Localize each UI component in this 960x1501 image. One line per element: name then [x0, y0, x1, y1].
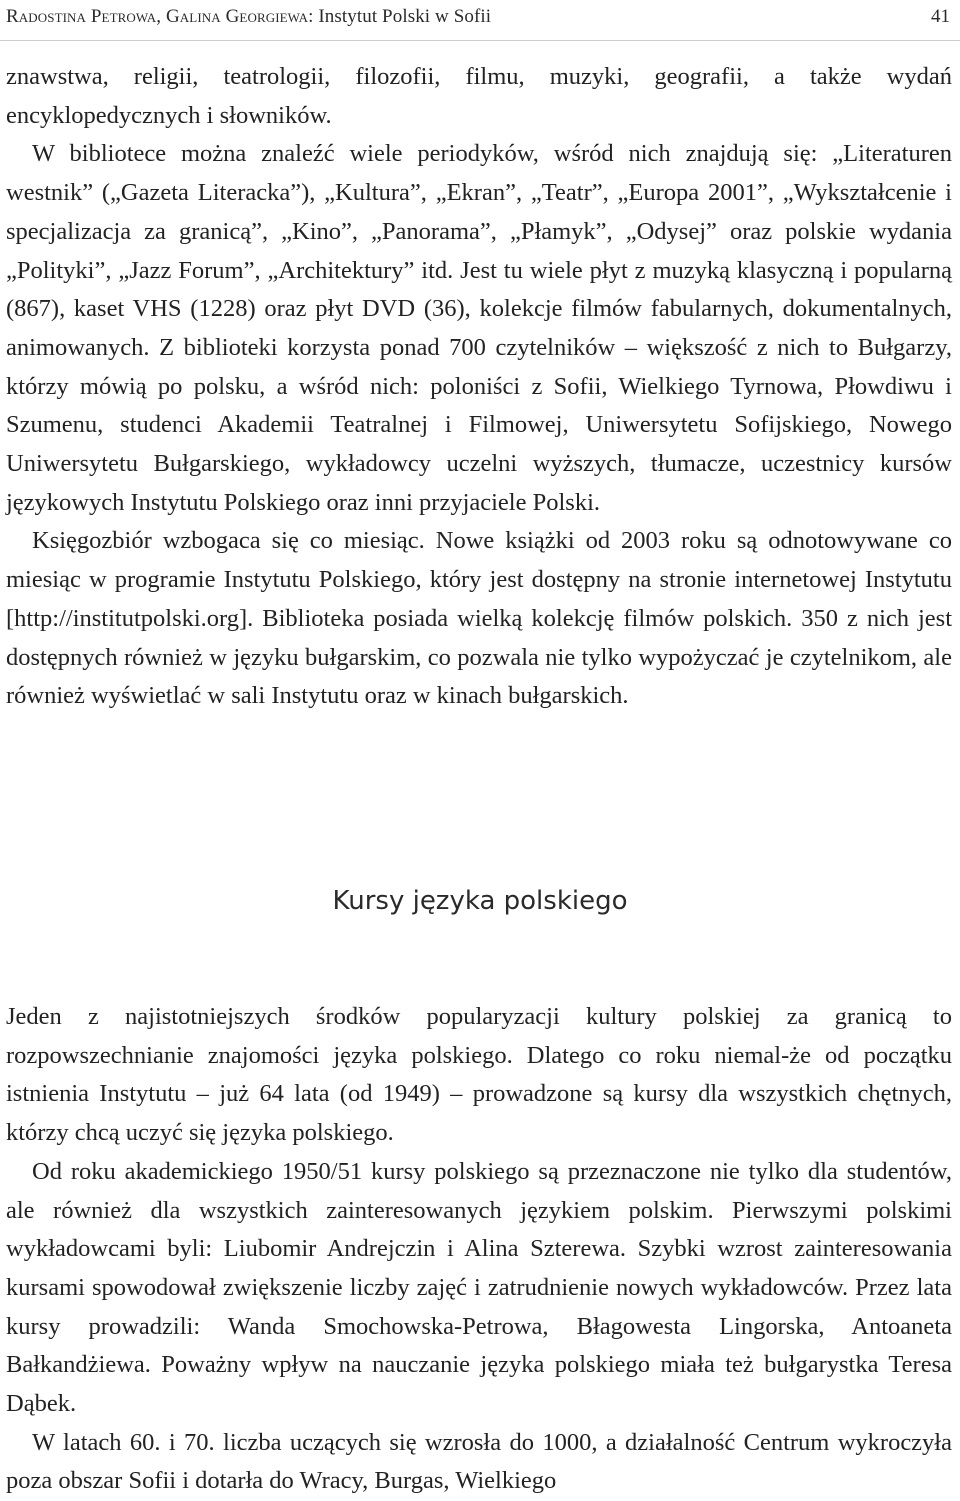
header-authors — [6, 4, 491, 30]
body-text-bottom — [6, 998, 952, 1501]
header-author-names: Radostina Petrowa, Galina Georgiewa: — [6, 6, 314, 27]
page-number: 41 — [931, 6, 950, 27]
header-journal: Instytut Polski w Sofii — [318, 6, 492, 27]
paragraph: Jeden z najistotniejszych środków popularyzacji kultury polskiej za granicą to rozpowszechnianie znajomości języka polskiego. Dlatego co roku niemal-że od początku istnienia Instytutu – już 64 lata (od 1949) – prowadzone są kursy dla wszystkich chętnych, którzy chcą uczyć się języka polskiego. — [6, 1003, 952, 1147]
paragraph: W bibliotece można znaleźć wiele periodyków, wśród nich znajdują się: „Literaturen westnik” („Gazeta Literacka”), „Kultura”, „Ekran”, „Teatr”, „Europa 2001”, „Wykształcenie i specjalizacja za granicą”, „Kino”, „Panorama”, „Płamyk”, „Odysej” oraz polskie wydania „Polityki”, „Jazz Forum”, „Architektury” itd. Jest tu wiele płyt z muzyką klasyczną i popularną (867), kaset VHS (1228) oraz płyt DVD (36), kolekcje filmów fabularnych, dokumentalnych, animowanych. Z biblioteki korzysta ponad 700 czytelników – większość z nich to Bułgarzy, którzy mówią po polsku, a wśród nich: poloniści z Sofii, Wielkiego Tyrnowa, Płowdiwu i Szumenu, studenci Akademii Teatralnej i Filmowej, Uniwersytetu Sofijskiego, Nowego Uniwersytetu Bułgarskiego, wykładowcy uczelni wyższych, tłumacze, uczestnicy kursów językowych Instytutu Polskiego oraz inni przyjaciele Polski. — [6, 140, 952, 516]
running-header — [6, 4, 954, 30]
paragraph: Od roku akademickiego 1950/51 kursy polskiego są przeznaczone nie tylko dla studentów, ale również dla wszystkich zainteresowanych językiem polskim. Pierwszymi polskimi wykładowcami byli: Liubomir Andrejczin i Alina Szterewa. Szybki wzrost zainteresowania kursami spowodował zwiększenie liczby zajęć i zatrudnienie nowych wykładowców. Przez lata kursy prowadzili: Wanda Smochowska-Petrowa, Błagowesta Lingorska, Antoaneta Bałkandżiewa. Poważny wpływ na nauczanie języka polskiego miała też bułgarystka Teresa Dąbek. — [6, 1157, 952, 1418]
section-heading: Kursy języka polskiego — [332, 886, 628, 916]
paragraph: W latach 60. i 70. liczba uczących się wzrosła do 1000, a działalność Centrum wykroczyła poza obszar Sofii i dotarła do Wracy, Burgas, Wielkiego — [6, 1428, 952, 1495]
paragraph: znawstwa, religii, teatrologii, filozofii, filmu, muzyki, geografii, a także wydań encyklopedycznych i słowników. — [6, 63, 952, 129]
header-rule — [0, 40, 960, 41]
body-text-top — [6, 58, 952, 716]
paragraph: Księgozbiór wzbogaca się co miesiąc. Nowe książki od 2003 roku są odnotowywane co miesiąc w programie Instytutu Polskiego, który jest dostępny na stronie internetowej Instytutu [http://institutpolski.org]. Biblioteka posiada wielką kolekcję filmów polskich. 350 z nich jest dostępnych również w języku bułgarskim, co pozwala nie tylko wypożyczać je czytelnikom, ale również wyświetlać w sali Instytutu oraz w kinach bułgarskich. — [6, 527, 952, 710]
